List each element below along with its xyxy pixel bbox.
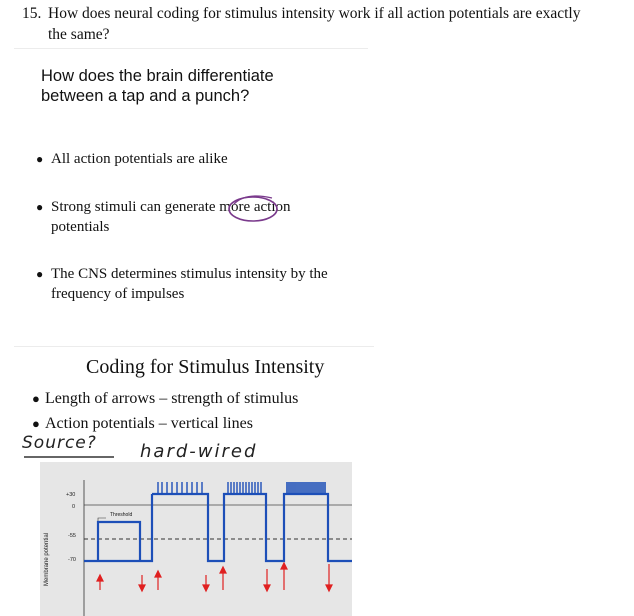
bullet-text-cont: frequency of impulses — [51, 286, 185, 302]
slide1-title-line2: between a tap and a punch? — [41, 87, 250, 105]
bullet-text-cont: potentials — [51, 219, 110, 235]
question-text-line1: How does neural coding for stimulus intensity work if all action potentials are exactly — [48, 5, 581, 22]
handwritten-hard-wired-note: hard-wired — [140, 441, 258, 462]
slide1-title-line1: How does the brain differentiate — [41, 67, 274, 85]
source-underline — [22, 454, 118, 460]
divider — [14, 48, 368, 49]
bullet-dot: ● — [32, 391, 40, 406]
bullet-text: All action potentials are alike — [51, 151, 228, 167]
bullet-text: Action potentials – vertical lines — [45, 415, 253, 432]
handwritten-source-note: Source? — [22, 433, 97, 453]
tick-label: -55 — [68, 533, 76, 539]
tick-label: -70 — [68, 557, 76, 563]
bullet-dot: ● — [36, 152, 44, 166]
y-axis-label: Membrane potential — [44, 532, 50, 586]
action-potential-figure — [40, 462, 352, 616]
tick-label: 0 — [72, 504, 76, 510]
question-number: 15. — [22, 5, 42, 22]
slide1-title — [41, 66, 341, 106]
bullet-dot: ● — [36, 200, 44, 214]
slide2-title: Coding for Stimulus Intensity — [86, 356, 325, 378]
bullet-text: Length of arrows – strength of stimulus — [45, 390, 299, 407]
bullet-dot: ● — [36, 267, 44, 281]
bullet-dot: ● — [32, 416, 40, 431]
divider — [14, 346, 374, 347]
threshold-label: Threshold — [110, 512, 133, 518]
circled-more-annotation — [226, 188, 282, 228]
bullet-text: The CNS determines stimulus intensity by the — [51, 266, 328, 282]
bullet-text: Strong stimuli can generate more action — [51, 199, 291, 215]
tick-label: +30 — [66, 492, 76, 498]
question-text-line2: the same? — [48, 26, 110, 43]
